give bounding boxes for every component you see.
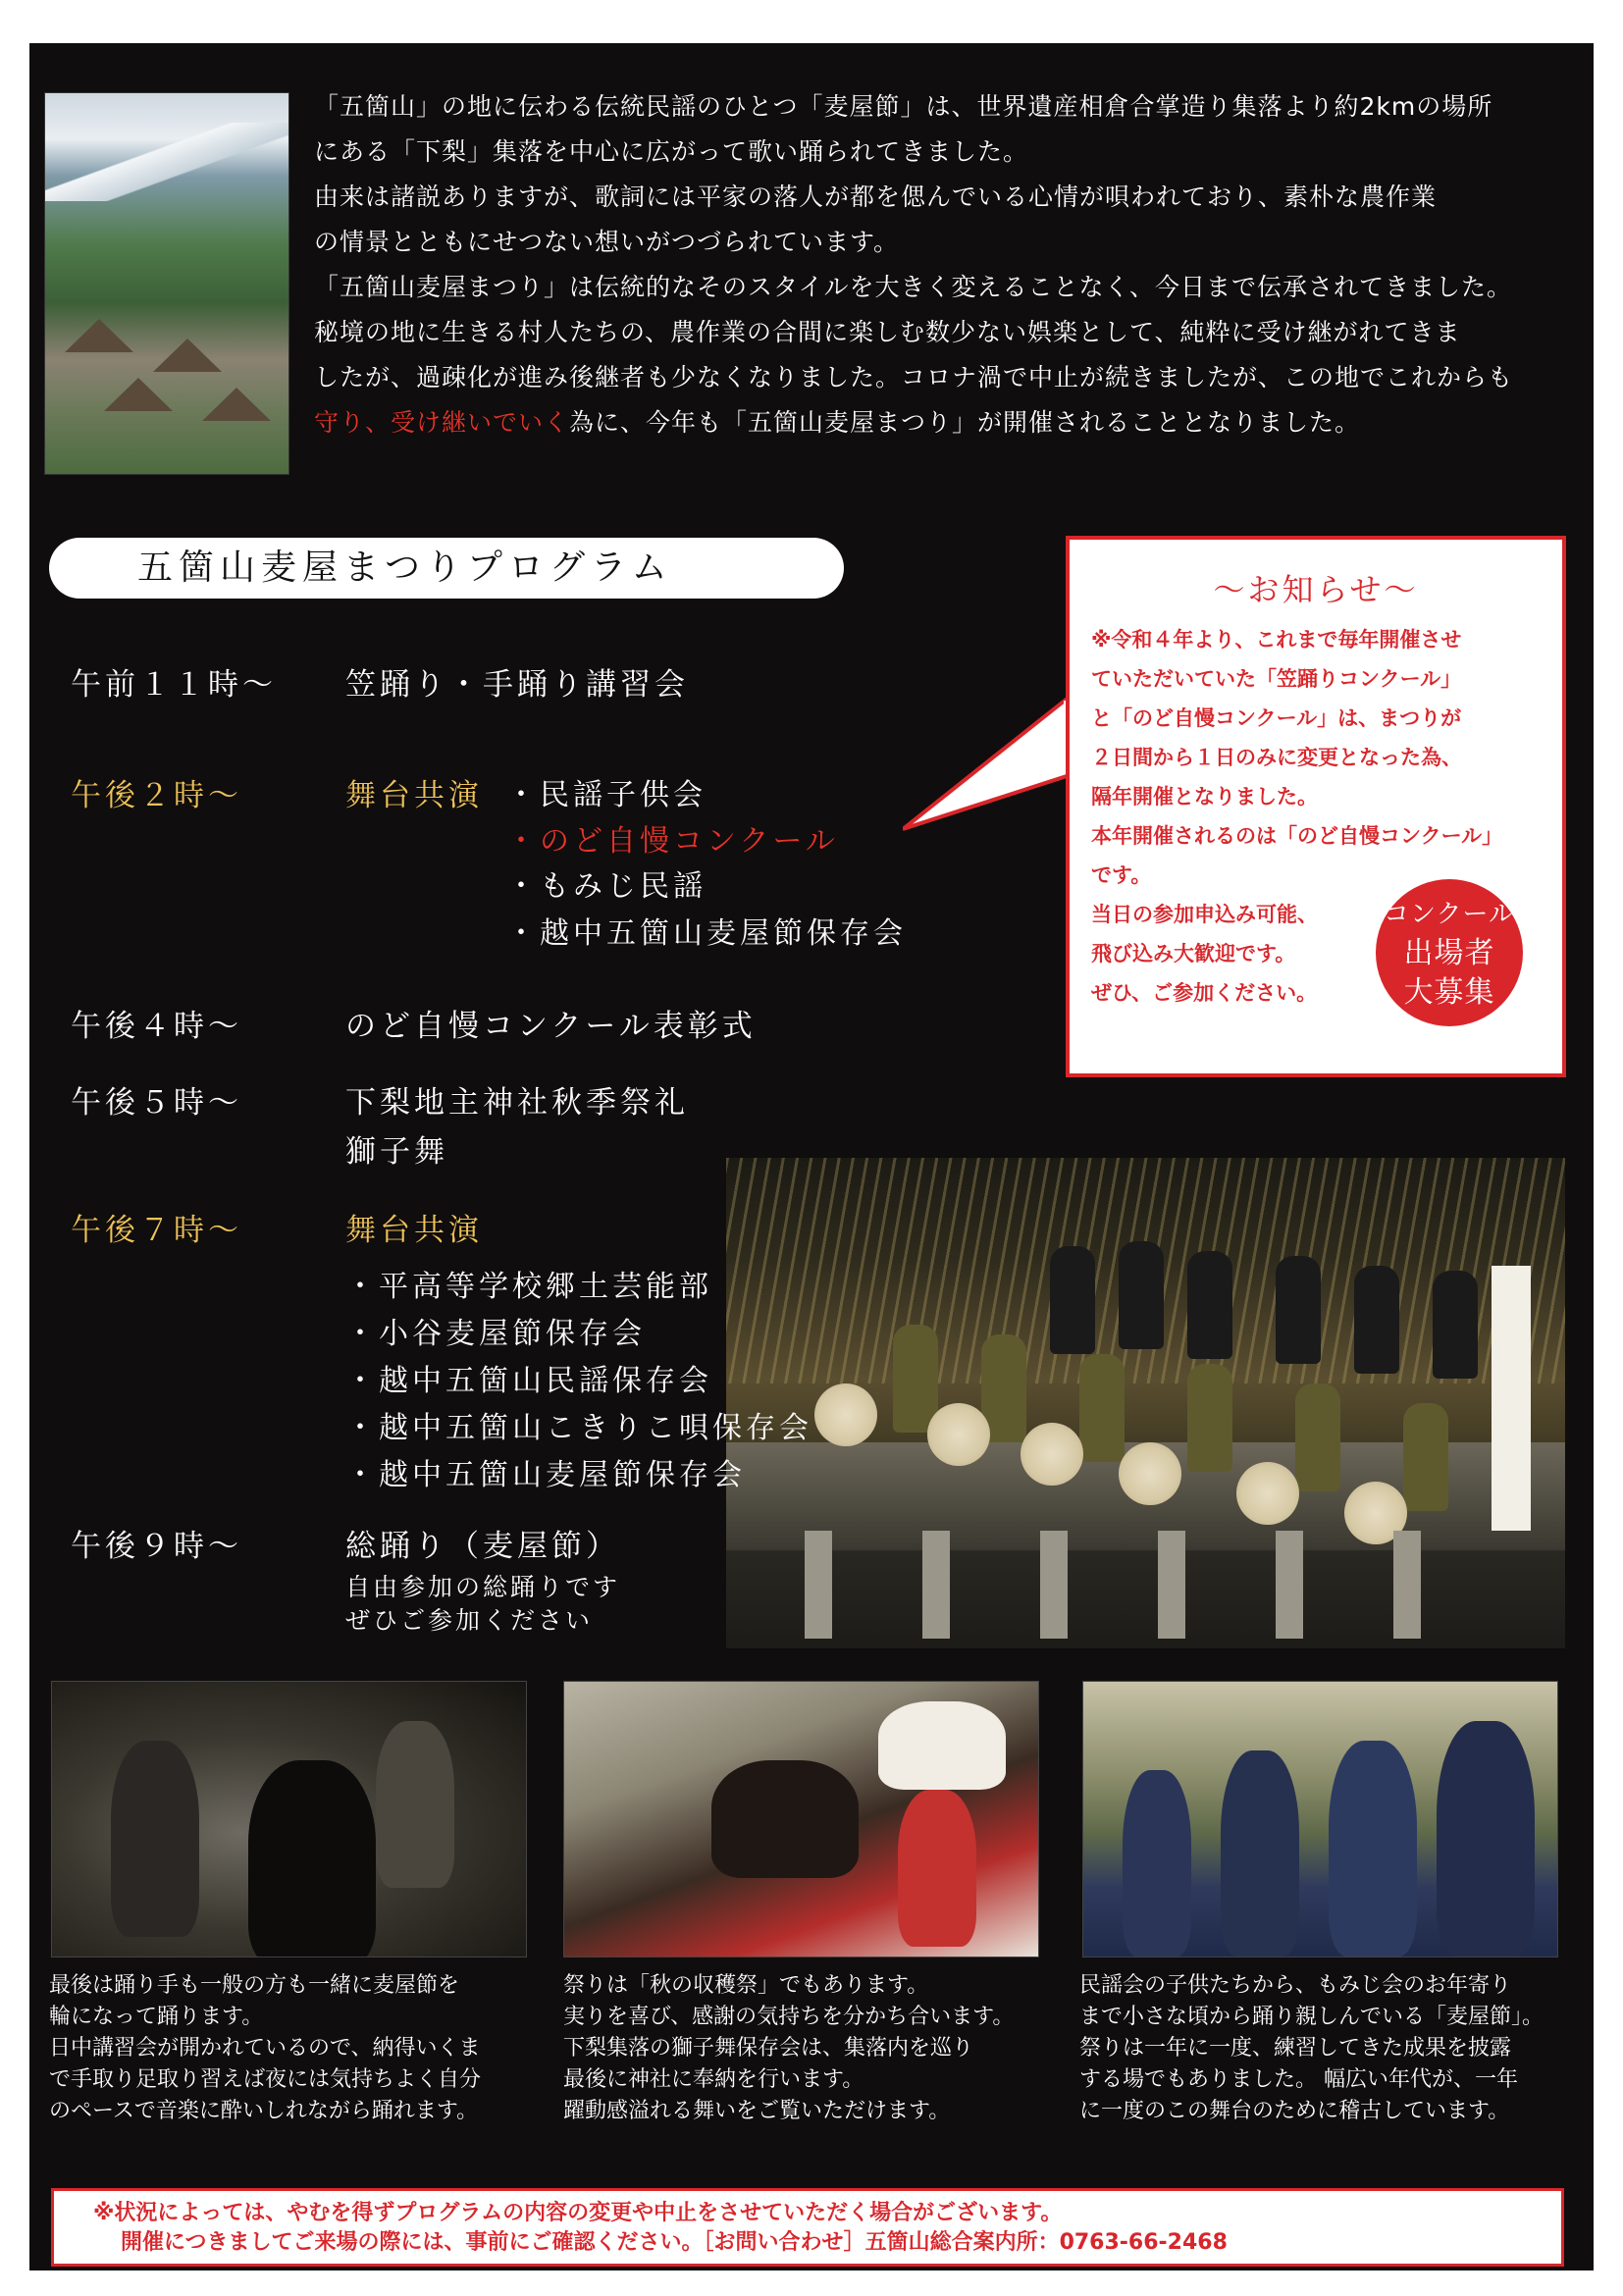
caption-line: まで小さな頃から踊り親しんでいる「麦屋節」。 <box>1079 2005 1544 2029</box>
notice-line: ぜひ、ご参加ください。 <box>1091 981 1318 1005</box>
event-kasa-odori: 笠踊り・手踊り講習会 <box>345 667 689 703</box>
fence-post <box>805 1531 832 1639</box>
fence-post <box>1040 1531 1068 1639</box>
dancer <box>1221 1750 1299 1957</box>
notice-line: と「のど自慢コンクール」は、まつりが <box>1091 706 1462 730</box>
thatched-roof <box>104 378 173 411</box>
notice-title: ～お知らせ～ <box>1213 571 1419 608</box>
thatched-roof <box>153 339 222 372</box>
hozonkai-banner <box>1492 1266 1531 1531</box>
caption-line: で手取り足取り習えば夜には気持ちよく自分 <box>49 2067 482 2092</box>
event-stage-2pm: 舞台共演 <box>345 778 483 813</box>
caption-line: に一度のこの舞台のために稽古しています。 <box>1079 2099 1510 2123</box>
recruit-badge <box>1376 879 1523 1026</box>
time-11am: 午前１１時～ <box>71 667 277 703</box>
badge-line: 出場者 <box>1403 936 1495 970</box>
time-4pm: 午後４時～ <box>71 1009 242 1044</box>
sub-item: ・民謡子供会 <box>506 778 707 812</box>
notice-line: 当日の参加申込み可能、 <box>1091 903 1318 926</box>
caption-line: 民謡会の子供たちから、もみじ会のお年寄り <box>1079 1973 1512 1998</box>
dancer <box>1187 1364 1232 1472</box>
event-note: ぜひご参加ください <box>345 1606 594 1635</box>
musician <box>1050 1246 1095 1354</box>
time-7pm: 午後７時～ <box>71 1213 242 1248</box>
person <box>248 1760 376 1957</box>
caption-line: のペースで音楽に酔いしれながら踊れます。 <box>49 2099 479 2123</box>
caption-line: する場でもありました。 幅広い年代が、一年 <box>1079 2067 1518 2092</box>
caption-line: 祭りは一年に一度、練習してきた成果を披露 <box>1079 2036 1512 2061</box>
speech-pointer <box>903 687 1070 834</box>
dance-circle-photo <box>51 1681 527 1957</box>
shishimai-photo <box>563 1681 1039 1957</box>
caption-line: 下梨集落の獅子舞保存会は、集落内を巡り <box>563 2036 974 2061</box>
time-5pm: 午後５時～ <box>71 1085 242 1121</box>
footer-line: 開催につきましてご来場の際には、事前にご確認ください。［お問い合わせ］五箇山総合案内所：0763-66-2468 <box>121 2230 1228 2255</box>
caption-left <box>49 1970 481 2127</box>
intro-line: 由来は諸説ありますが、歌詞には平家の落人が都を偲んでいる心情が唄われており、素朴な農作業 <box>314 183 1438 211</box>
caption-line: 最後は踊り手も一般の方も一緒に麦屋節を <box>49 1973 460 1998</box>
dancer <box>893 1325 938 1433</box>
white-mane <box>878 1701 1006 1790</box>
straw-hat <box>927 1403 990 1466</box>
straw-hat <box>814 1383 877 1446</box>
notice-line: です。 <box>1091 863 1152 887</box>
intro-line: 秘境の地に生きる村人たちの、農作業の合間に楽しむ数少ない娯楽として、純粋に受け継がれてきま <box>314 318 1461 346</box>
person <box>898 1790 976 1947</box>
caption-line: 輪になって踊ります。 <box>49 2005 264 2029</box>
intro-line: 「五箇山麦屋まつり」は伝統的なそのスタイルを大きく変えることなく、今日まで伝承されてきました。 <box>314 273 1513 301</box>
badge-line: コンクール <box>1384 900 1515 929</box>
lion-head <box>711 1760 859 1878</box>
event-shrine-festival: 下梨地主神社秋季祭礼 <box>345 1085 689 1121</box>
footer-line: ※状況によっては、やむを得ずプログラムの内容の変更や中止をさせていただく場合がございます。 <box>93 2201 1063 2225</box>
caption-line: 最後に神社に奉納を行います。 <box>563 2067 864 2092</box>
event-soodori: 総踊り（麦屋節） <box>345 1529 620 1564</box>
intro-line: したが、過疎化が進み後継者も少なくなりました。コロナ渦で中止が続きましたが、この地でこれからも <box>314 363 1514 391</box>
straw-hat <box>1021 1423 1083 1486</box>
badge-line: 大募集 <box>1403 975 1495 1010</box>
intro-highlight: 守り、受け継いでいく <box>314 408 570 437</box>
person <box>111 1741 199 1937</box>
intro-line: 「五箇山」の地に伝わる伝統民謡のひとつ「麦屋節」は、世界遺産相倉合掌造り集落より約2kmの場所 <box>314 92 1493 121</box>
notice-line: ２日間から１日のみに変更となった為、 <box>1091 746 1462 769</box>
thatched-roof <box>65 319 133 352</box>
caption-line: 実りを喜び、感謝の気持ちを分かち合います。 <box>563 2005 1015 2029</box>
dancer <box>1437 1721 1535 1957</box>
caption-line: 日中講習会が開かれているので、納得いくま <box>49 2036 481 2061</box>
person <box>376 1721 454 1888</box>
sub-item: ・越中五箇山こきりこ唄保存会 <box>345 1411 812 1445</box>
dancer <box>1079 1354 1125 1462</box>
sub-item: ・越中五箇山民謡保存会 <box>345 1364 712 1398</box>
event-note: 自由参加の総踊りです <box>345 1573 621 1601</box>
dancer <box>1403 1403 1448 1511</box>
fence-post <box>1158 1531 1185 1639</box>
fence-post <box>1393 1531 1421 1639</box>
musician <box>1276 1256 1321 1364</box>
straw-hat <box>1236 1462 1299 1525</box>
time-9pm: 午後９時～ <box>71 1529 242 1564</box>
caption-line: 祭りは「秋の収穫祭」でもあります。 <box>563 1973 929 1998</box>
musician <box>1433 1271 1478 1379</box>
caption-line: 躍動感溢れる舞いをご覧いただけます。 <box>563 2099 951 2123</box>
mountain-shape <box>45 123 288 201</box>
intro-line <box>314 400 1580 445</box>
event-award: のど自慢コンクール表彰式 <box>345 1009 757 1044</box>
caption-right <box>1079 1970 1544 2127</box>
sub-item: ・越中五箇山麦屋節保存会 <box>345 1458 746 1492</box>
notice-line: 隔年開催となりました。 <box>1091 785 1318 809</box>
event-stage-7pm: 舞台共演 <box>345 1213 483 1248</box>
sub-item: ・平高等学校郷土芸能部 <box>345 1270 712 1304</box>
intro-line-rest: 為に、今年も「五箇山麦屋まつり」が開催されることとなりました。 <box>569 408 1361 437</box>
dancer <box>1329 1741 1417 1957</box>
village-photo <box>44 92 289 475</box>
program-title: 五箇山麦屋まつりプログラム <box>49 538 844 599</box>
musician <box>1119 1241 1164 1349</box>
time-2pm: 午後２時～ <box>71 778 242 813</box>
musician <box>1354 1266 1399 1374</box>
kimono-dancers-photo <box>1082 1681 1558 1957</box>
musician <box>1187 1251 1232 1359</box>
sub-item-nodojiman: ・のど自慢コンクール <box>506 824 839 859</box>
notice-line: 飛び込み大歓迎です。 <box>1091 942 1296 965</box>
sub-item: ・越中五箇山麦屋節保存会 <box>506 916 907 951</box>
straw-hat <box>1119 1442 1181 1505</box>
sub-item: ・小谷麦屋節保存会 <box>345 1317 646 1351</box>
intro-text <box>314 84 1580 445</box>
footer-notice <box>51 2188 1564 2267</box>
stage-photo <box>726 1158 1565 1648</box>
dancer <box>1295 1383 1340 1491</box>
fence-post <box>922 1531 950 1639</box>
notice-line: ※令和４年より、これまで毎年開催させ <box>1091 628 1462 652</box>
notice-line: ていただいていた「笠踊りコンクール」 <box>1091 667 1462 691</box>
intro-line: の情景とともにせつない想いがつづられています。 <box>314 228 900 256</box>
sub-item: ・もみじ民謡 <box>506 869 707 904</box>
notice-line: 本年開催されるのは「のど自慢コンクール」 <box>1091 824 1503 848</box>
fence-post <box>1276 1531 1303 1639</box>
event-shishimai: 獅子舞 <box>345 1134 448 1170</box>
dancer <box>1123 1770 1191 1957</box>
thatched-roof <box>202 388 271 421</box>
caption-middle <box>563 1970 1014 2127</box>
intro-line: にある「下梨」集落を中心に広がって歌い踊られてきました。 <box>314 137 1029 166</box>
